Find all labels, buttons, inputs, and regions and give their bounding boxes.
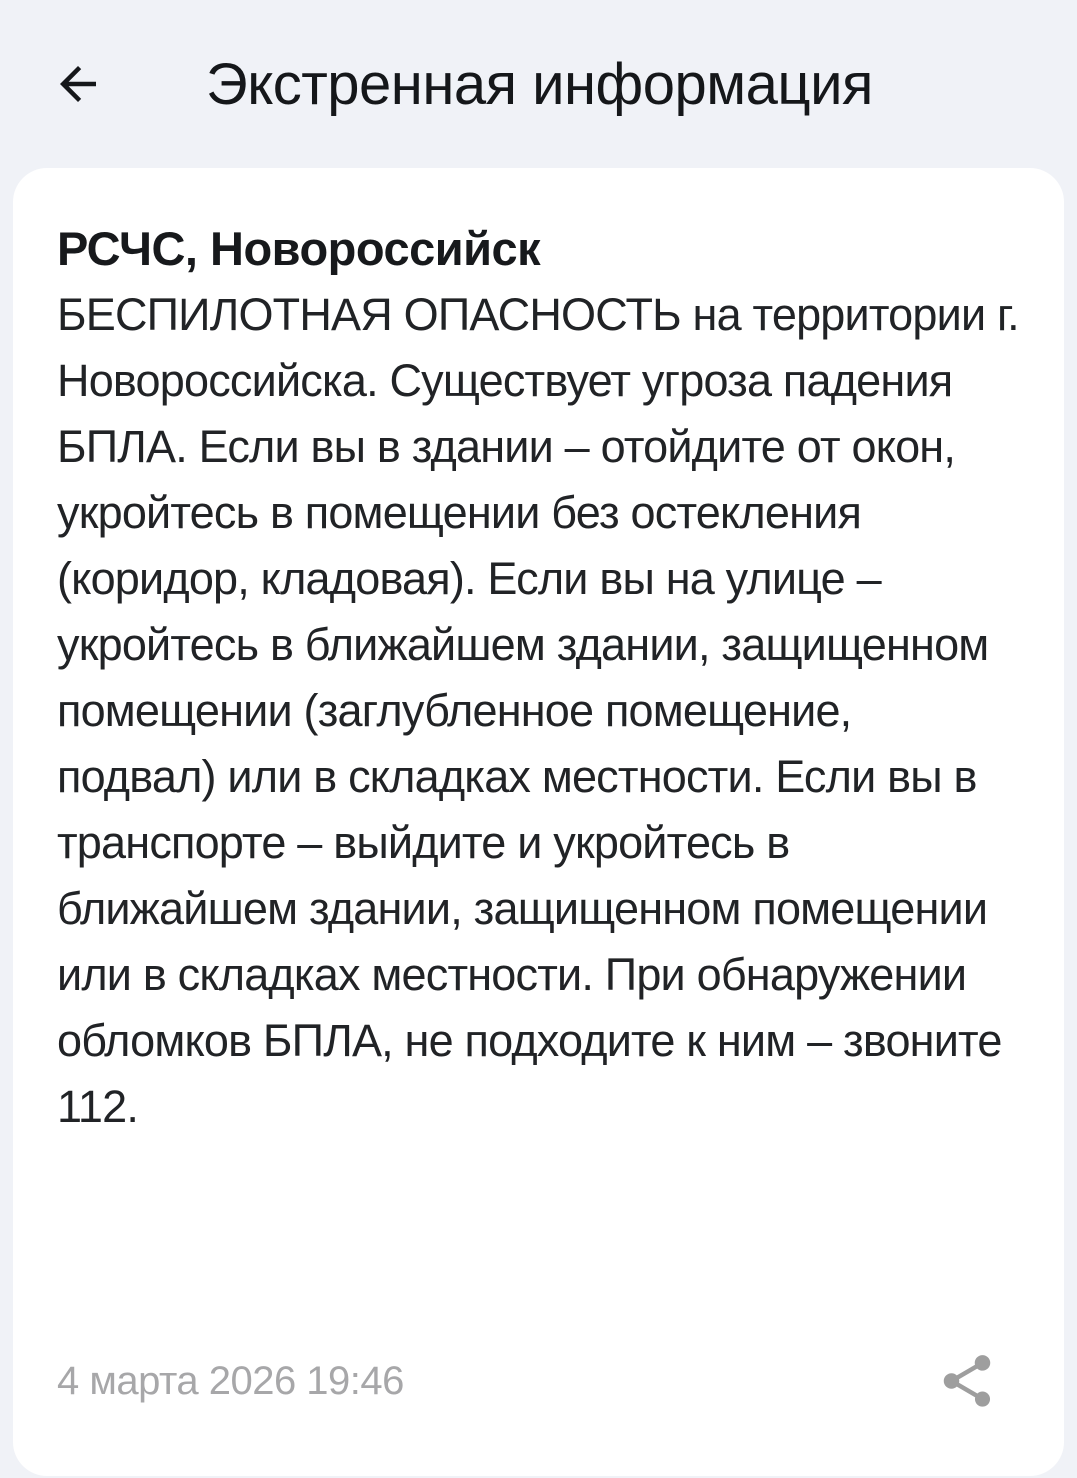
card-footer <box>57 1350 1020 1412</box>
back-button[interactable] <box>50 56 106 112</box>
alert-card <box>13 168 1064 1476</box>
page-title: Экстренная информация <box>206 51 873 117</box>
alert-body-text: БЕСПИЛОТНАЯ ОПАСНОСТЬ на территории г. Новороссийска. Существует угроза падения БПЛА. Если вы в здании – отойдите от окон, укройтесь в помещении без остекления (коридор, кладовая). Если вы на улице – укройтесь в ближайшем здании, защищенном помещении (заглубленное помещение, подвал) или в складках местности. Если вы в транспорте – выйдите и укройтесь в ближайшем здании, защищенном помещении или в складках местности. При обнаружении обломков БПЛА, не подходите к ним – звоните 112. <box>57 289 1019 1132</box>
alert-timestamp: 4 марта 2026 19:46 <box>57 1358 404 1403</box>
share-button[interactable] <box>936 1350 998 1412</box>
arrow-left-icon <box>51 57 105 111</box>
share-icon <box>936 1350 998 1412</box>
app-header <box>0 0 1077 168</box>
alert-source-title: РСЧС, Новороссийск <box>57 222 541 275</box>
